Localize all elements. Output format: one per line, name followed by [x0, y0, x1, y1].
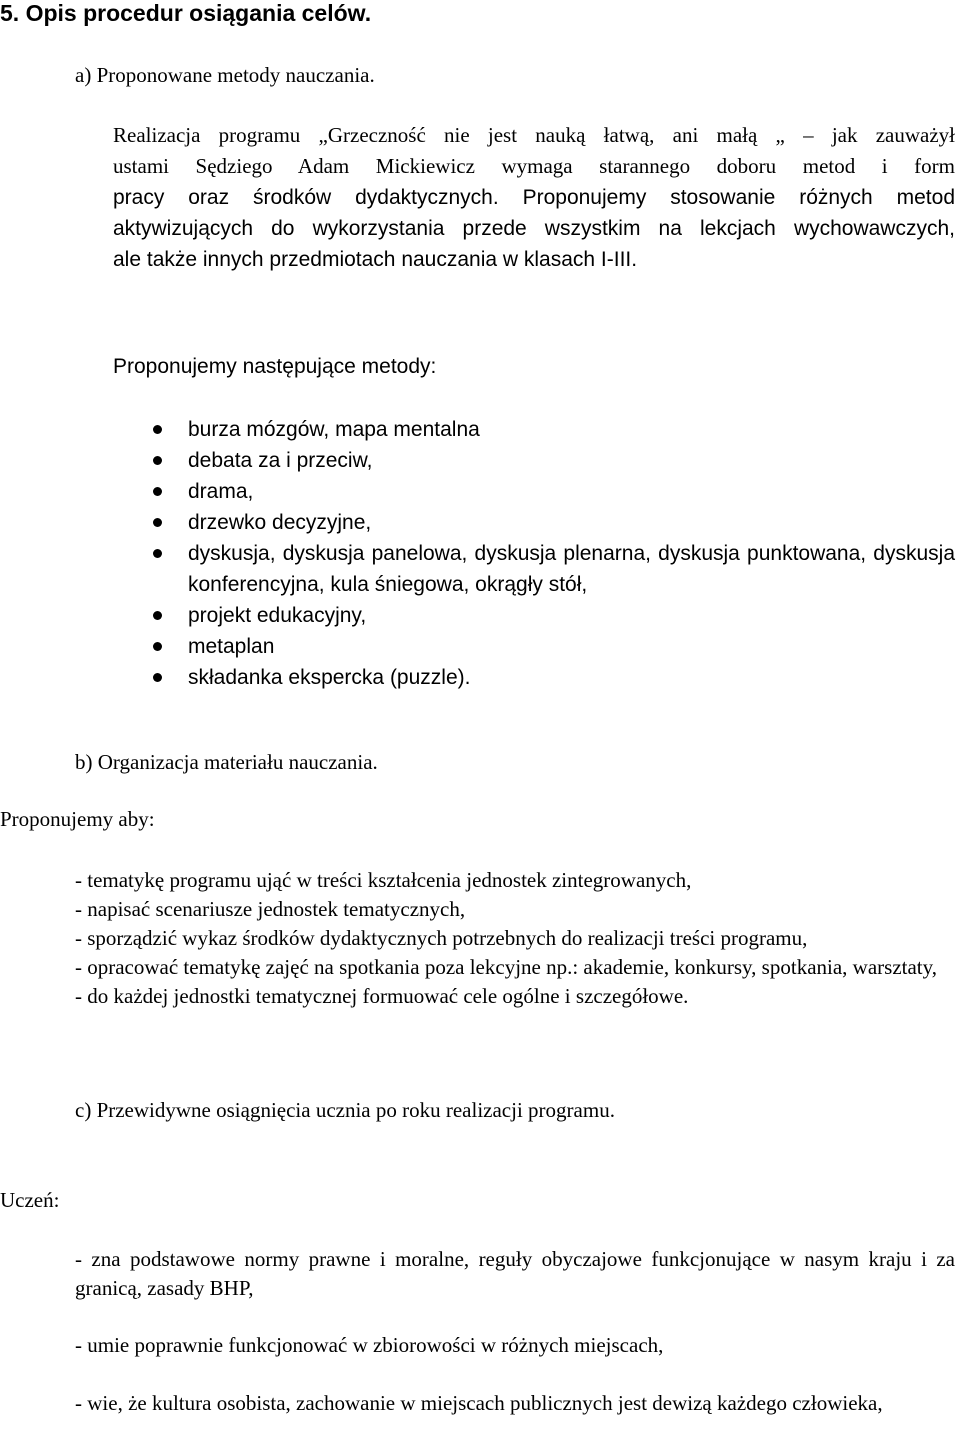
- bullet-icon: [153, 642, 162, 651]
- list-item: - zna podstawowe normy prawne i moralne, reguły obyczajowe funkcjonujące w nasym kraju i za granicą, zasady BHP,: [75, 1247, 955, 1300]
- method-label: projekt edukacyjny,: [188, 604, 367, 627]
- list-item: - tematykę programu ująć w treści kształcenia jednostek zintegrowanych,: [75, 868, 692, 892]
- method-label: metaplan: [188, 635, 275, 658]
- methods-intro: Proponujemy następujące metody:: [113, 355, 437, 378]
- section-c-lead: Uczeń:: [0, 1188, 60, 1212]
- list-item: - napisać scenariusze jednostek tematycznych,: [75, 897, 466, 921]
- section-c-title: c) Przewidywne osiągnięcia ucznia po roku realizacji programu.: [75, 1098, 615, 1122]
- methods-list: [0, 414, 960, 693]
- list-item: [0, 600, 955, 631]
- method-label: drzewko decyzyjne,: [188, 511, 372, 534]
- section-a-intro: [113, 120, 955, 275]
- section-b-lead: Proponujemy aby:: [0, 807, 155, 831]
- list-item: [0, 662, 955, 693]
- list-item: - wie, że kultura osobista, zachowanie w miejscach publicznych jest dewizą każdego człowieka,: [75, 1391, 883, 1415]
- intro-line: pracy oraz środków dydaktycznych. Proponujemy stosowanie różnych metod: [113, 186, 955, 209]
- intro-line: aktywizujących do wykorzystania przede wszystkim na lekcjach wychowawczych,: [113, 217, 955, 240]
- intro-line: ustami Sędziego Adam Mickiewicz wymaga starannego doboru metod i form: [113, 154, 955, 178]
- page-heading: 5. Opis procedur osiągania celów.: [0, 0, 372, 26]
- intro-line: ale także innych przedmiotach nauczania w klasach I-III.: [113, 248, 638, 271]
- intro-line: Realizacja programu „Grzeczność nie jest nauką łatwą, ani małą „ – jak zauważył: [113, 123, 955, 147]
- list-item: [0, 538, 955, 600]
- bullet-icon: [153, 611, 162, 620]
- list-item: [0, 414, 955, 445]
- bullet-icon: [153, 673, 162, 682]
- list-item: [0, 476, 955, 507]
- list-item: - umie poprawnie funkcjonować w zbiorowości w różnych miejscach,: [75, 1333, 664, 1357]
- list-item: [0, 445, 955, 476]
- list-item: - opracować tematykę zajęć na spotkania poza lekcyjne np.: akademie, konkursy, spotkania, warsztaty,: [75, 955, 938, 979]
- section-b-title: b) Organizacja materiału nauczania.: [75, 750, 378, 774]
- method-label: składanka ekspercka (puzzle).: [188, 666, 471, 689]
- bullet-icon: [153, 425, 162, 434]
- bullet-icon: [153, 518, 162, 527]
- section-a-title: a) Proponowane metody nauczania.: [75, 63, 375, 87]
- list-item: - sporządzić wykaz środków dydaktycznych potrzebnych do realizacji treści programu,: [75, 926, 808, 950]
- list-item: [0, 631, 955, 662]
- bullet-icon: [153, 487, 162, 496]
- method-label: debata za i przeciw,: [188, 449, 373, 472]
- section-b-list: [75, 866, 955, 1011]
- bullet-icon: [153, 549, 162, 558]
- method-label: burza mózgów, mapa mentalna: [188, 418, 480, 441]
- list-item: [0, 507, 955, 538]
- method-label: drama,: [188, 480, 254, 503]
- list-item: - do każdej jednostki tematycznej formuować cele ogólne i szczegółowe.: [75, 984, 689, 1008]
- bullet-icon: [153, 456, 162, 465]
- method-label: dyskusja, dyskusja panelowa, dyskusja plenarna, dyskusja punktowana, dyskusja konferencyjna, kula śniegowa, okrągły stół,: [188, 542, 955, 596]
